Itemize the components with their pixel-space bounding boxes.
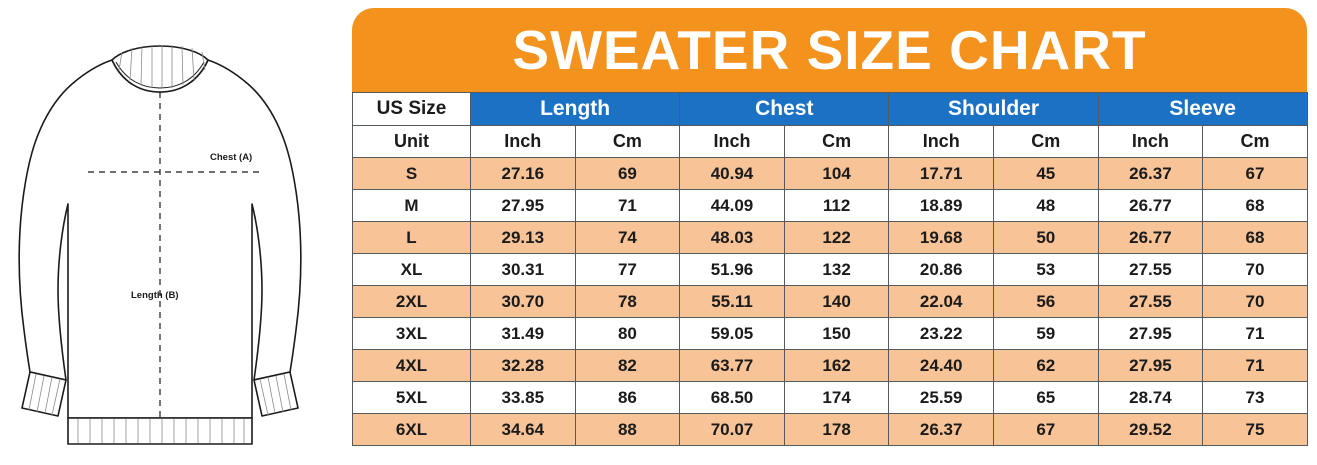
cell-sleeve-cm: 68 [1203, 190, 1308, 222]
cell-sleeve-inch: 27.55 [1098, 254, 1203, 286]
cell-chest-cm: 122 [784, 222, 889, 254]
cell-shoulder-cm: 50 [994, 222, 1099, 254]
cell-length-inch: 27.95 [471, 190, 576, 222]
cell-length-inch: 34.64 [471, 414, 576, 446]
cell-size: 5XL [353, 382, 471, 414]
group-header-shoulder: Shoulder [889, 93, 1098, 126]
cell-chest-cm: 132 [784, 254, 889, 286]
unit-header-7: Inch [1098, 126, 1203, 158]
cell-sleeve-inch: 29.52 [1098, 414, 1203, 446]
table-row [353, 190, 1308, 222]
cell-chest-inch: 68.50 [680, 382, 785, 414]
cell-length-inch: 30.70 [471, 286, 576, 318]
cell-chest-inch: 63.77 [680, 350, 785, 382]
cell-shoulder-cm: 62 [994, 350, 1099, 382]
cell-chest-inch: 40.94 [680, 158, 785, 190]
cell-size: L [353, 222, 471, 254]
cell-chest-cm: 140 [784, 286, 889, 318]
cell-shoulder-cm: 67 [994, 414, 1099, 446]
cell-length-cm: 77 [575, 254, 680, 286]
group-header-length: Length [471, 93, 680, 126]
cell-size: 3XL [353, 318, 471, 350]
cell-shoulder-cm: 48 [994, 190, 1099, 222]
cell-shoulder-inch: 25.59 [889, 382, 994, 414]
cell-shoulder-inch: 26.37 [889, 414, 994, 446]
unit-header-6: Cm [994, 126, 1099, 158]
cell-shoulder-inch: 23.22 [889, 318, 994, 350]
cell-chest-cm: 150 [784, 318, 889, 350]
cell-shoulder-cm: 59 [994, 318, 1099, 350]
sweater-illustration [0, 0, 350, 465]
cell-chest-inch: 51.96 [680, 254, 785, 286]
page-title: SWEATER SIZE CHART [512, 18, 1147, 81]
cell-chest-inch: 70.07 [680, 414, 785, 446]
cell-shoulder-cm: 56 [994, 286, 1099, 318]
cell-chest-inch: 55.11 [680, 286, 785, 318]
cell-shoulder-inch: 22.04 [889, 286, 994, 318]
cell-sleeve-inch: 26.77 [1098, 222, 1203, 254]
cell-sleeve-cm: 75 [1203, 414, 1308, 446]
cell-sleeve-inch: 27.55 [1098, 286, 1203, 318]
cell-length-inch: 31.49 [471, 318, 576, 350]
table-group-header-row [353, 93, 1308, 126]
chest-label-text: Chest (A) [210, 152, 253, 163]
unit-header-8: Cm [1203, 126, 1308, 158]
cell-length-inch: 32.28 [471, 350, 576, 382]
table-unit-header-row [353, 126, 1308, 158]
cell-length-inch: 30.31 [471, 254, 576, 286]
size-chart-panel [352, 8, 1307, 452]
chart-header [352, 8, 1307, 92]
unit-header-3: Inch [680, 126, 785, 158]
cell-length-inch: 33.85 [471, 382, 576, 414]
length-label-text: Length (B) [131, 290, 179, 301]
cell-length-cm: 69 [575, 158, 680, 190]
size-chart-table [352, 92, 1308, 446]
cell-sleeve-cm: 70 [1203, 254, 1308, 286]
group-header-us-size: US Size [353, 93, 471, 126]
cell-shoulder-inch: 20.86 [889, 254, 994, 286]
cell-sleeve-cm: 68 [1203, 222, 1308, 254]
cell-sleeve-cm: 67 [1203, 158, 1308, 190]
cell-chest-cm: 162 [784, 350, 889, 382]
cell-chest-cm: 112 [784, 190, 889, 222]
group-header-sleeve: Sleeve [1098, 93, 1307, 126]
cell-length-cm: 71 [575, 190, 680, 222]
unit-header-1: Inch [471, 126, 576, 158]
unit-header-5: Inch [889, 126, 994, 158]
cell-sleeve-cm: 71 [1203, 350, 1308, 382]
cell-shoulder-inch: 18.89 [889, 190, 994, 222]
table-row [353, 318, 1308, 350]
cell-shoulder-inch: 17.71 [889, 158, 994, 190]
cell-sleeve-inch: 27.95 [1098, 350, 1203, 382]
table-row [353, 286, 1308, 318]
cell-sleeve-cm: 70 [1203, 286, 1308, 318]
cell-length-cm: 78 [575, 286, 680, 318]
group-header-chest: Chest [680, 93, 889, 126]
cell-chest-cm: 178 [784, 414, 889, 446]
cell-size: 2XL [353, 286, 471, 318]
cell-sleeve-cm: 73 [1203, 382, 1308, 414]
cell-chest-inch: 48.03 [680, 222, 785, 254]
cell-length-cm: 88 [575, 414, 680, 446]
cell-sleeve-inch: 28.74 [1098, 382, 1203, 414]
cell-length-inch: 29.13 [471, 222, 576, 254]
cell-chest-cm: 174 [784, 382, 889, 414]
cell-size: M [353, 190, 471, 222]
table-row [353, 158, 1308, 190]
cell-sleeve-inch: 26.37 [1098, 158, 1203, 190]
unit-header-4: Cm [784, 126, 889, 158]
cell-size: XL [353, 254, 471, 286]
unit-header-0: Unit [353, 126, 471, 158]
table-body [353, 158, 1308, 446]
cell-length-inch: 27.16 [471, 158, 576, 190]
cell-sleeve-inch: 27.95 [1098, 318, 1203, 350]
cell-size: 4XL [353, 350, 471, 382]
table-row [353, 382, 1308, 414]
cell-length-cm: 74 [575, 222, 680, 254]
unit-header-2: Cm [575, 126, 680, 158]
table-row [353, 414, 1308, 446]
cell-chest-inch: 44.09 [680, 190, 785, 222]
cell-sleeve-inch: 26.77 [1098, 190, 1203, 222]
cell-chest-cm: 104 [784, 158, 889, 190]
cell-shoulder-cm: 45 [994, 158, 1099, 190]
cell-length-cm: 80 [575, 318, 680, 350]
table-row [353, 222, 1308, 254]
cell-shoulder-cm: 53 [994, 254, 1099, 286]
cell-length-cm: 82 [575, 350, 680, 382]
cell-length-cm: 86 [575, 382, 680, 414]
table-row [353, 254, 1308, 286]
cell-chest-inch: 59.05 [680, 318, 785, 350]
cell-shoulder-inch: 19.68 [889, 222, 994, 254]
cell-size: S [353, 158, 471, 190]
cell-shoulder-cm: 65 [994, 382, 1099, 414]
cell-sleeve-cm: 71 [1203, 318, 1308, 350]
table-row [353, 350, 1308, 382]
cell-size: 6XL [353, 414, 471, 446]
cell-shoulder-inch: 24.40 [889, 350, 994, 382]
